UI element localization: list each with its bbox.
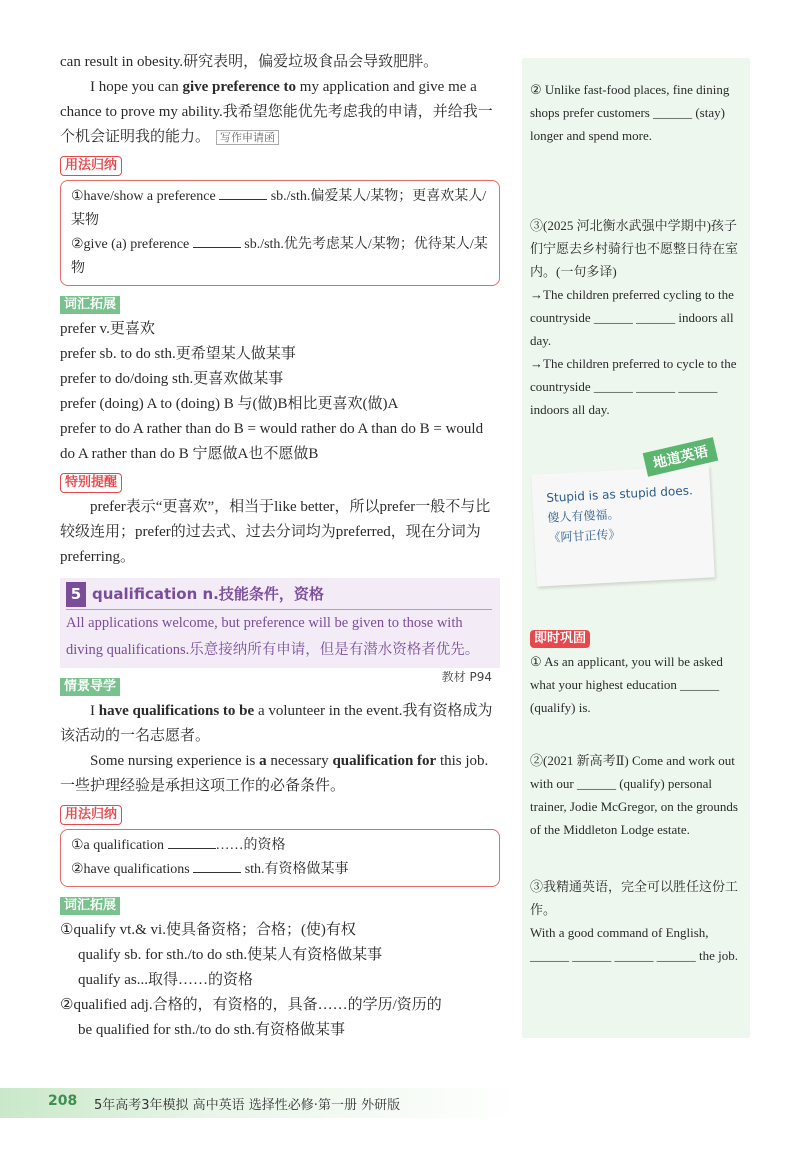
answer-blank[interactable] <box>168 834 216 849</box>
page-number: 208 <box>48 1093 78 1109</box>
vocab-line: ①qualify vt.& vi.使具备资格；合格；(使)有权 <box>60 922 356 938</box>
paragraph: I have qualifications to be a volunteer in the event.我有资格成为该活动的一名志愿者。 <box>60 703 493 744</box>
usage-tag: 用法归纳 <box>60 805 122 825</box>
vocab-line: prefer to do A rather than do B = would rather do A than do B = would do A rather than do B 宁愿做A也不愿做B <box>60 421 484 462</box>
paragraph: I hope you can give preference to my application and give me a chance to prove my ability.我希望您能优先考虑我的申请，并给我一个机会证明我的能力。 写作申请函 <box>60 79 493 145</box>
exercise-item: ② Unlike fast-food places, fine dining shops prefer customers ______ (stay) longer and spend more. <box>530 82 730 143</box>
scene-tag: 情景导学 <box>60 678 120 696</box>
exercise-item: ③(2025 河北衡水武强中学期中)孩子们宁愿去乡村骑行也不愿整日待在室内。(一句多译) →The children preferred cycling to the countryside ______ ______ indoors all day. →The children preferred to cycle to the countryside ______ ______ ______ indoors all day. <box>530 218 739 417</box>
special-note: prefer表示“更喜欢”，相当于like better，所以prefer一般不与比较级连用；prefer的过去式、过去分词均为preferred，现在分词为preferring。 <box>60 499 491 565</box>
vocab-line: prefer to do/doing sth.更喜欢做某事 <box>60 371 284 387</box>
answer-blank[interactable] <box>219 185 267 200</box>
vocab-tag: 词汇拓展 <box>60 296 120 314</box>
vocab-line: prefer sb. to do sth.更希望某人做某事 <box>60 346 296 362</box>
exercise-item: ③我精通英语，完全可以胜任这份工作。 <box>530 879 739 917</box>
practice-section <box>530 624 738 967</box>
vocab-line: prefer (doing) A to (doing) B 与(做)B相比更喜欢(做)A <box>60 396 399 412</box>
usage-box: ①a qualification ……的资格 ②have qualifications sth.有资格做某事 <box>60 829 500 887</box>
vocab-entry-qualification: 5 qualification n.技能条件，资格 All applications welcome, but preference will be given to those with diving qualifications.乐意接纳所有申请，但是有潜水资格者优先。 教材 P94 <box>60 578 500 668</box>
book-title: 5年高考3年模拟 高中英语 选择性必修·第一册 外研版 <box>94 1098 401 1113</box>
usage-tag: 用法归纳 <box>60 156 122 176</box>
exercise-item: ②(2021 新高考Ⅱ) Come and work out with our ______ (qualify) personal trainer, Jodie McGregor, on the grounds of the Middleton Lodge estate. <box>530 753 738 837</box>
page-footer <box>0 1088 800 1118</box>
exercise-item: ① As an applicant, you will be asked what your highest education ______ (qualify) is. <box>530 654 723 715</box>
usage-box: ①have/show a preference sb./sth.偏爱某人/某物；更喜欢某人/某物 ②give (a) preference sb./sth.优先考虑某人/某物；优待某人/某物 <box>60 180 500 286</box>
sticky-note: 地道英语 Stupid is as stupid does. 傻人有傻福。 《阿甘正传》 <box>531 465 715 586</box>
answer-blank[interactable] <box>193 233 241 248</box>
vocab-line: qualify sb. for sth./to do sth.使某人有资格做某事 <box>78 947 383 963</box>
paragraph: Some nursing experience is a necessary qualification for this job.一些护理经验是承担这项工作的必备条件。 <box>60 753 489 794</box>
left-column <box>60 50 500 1043</box>
vocab-line: ②qualified adj.合格的，有资格的，具备……的学历/资历的 <box>60 997 442 1013</box>
vocab-line: be qualified for sth./to do sth.有资格做某事 <box>78 1022 346 1038</box>
practice-tag: 即时巩固 <box>530 630 590 648</box>
exercise-item: With a good command of English, ______ ______ ______ ______ the job. <box>530 925 738 963</box>
source-label: 教材 P94 <box>441 670 492 684</box>
answer-blank[interactable] <box>193 858 241 873</box>
vocab-tag: 词汇拓展 <box>60 897 120 915</box>
vocab-line: prefer v.更喜欢 <box>60 321 155 337</box>
hint-label: 写作申请函 <box>216 130 279 145</box>
special-tag: 特别提醒 <box>60 473 122 493</box>
vocab-line: qualify as...取得……的资格 <box>78 972 253 988</box>
paragraph: can result in obesity.研究表明，偏爱垃圾食品会导致肥胖。 <box>60 54 439 70</box>
idiom-badge: 地道英语 <box>643 437 719 477</box>
